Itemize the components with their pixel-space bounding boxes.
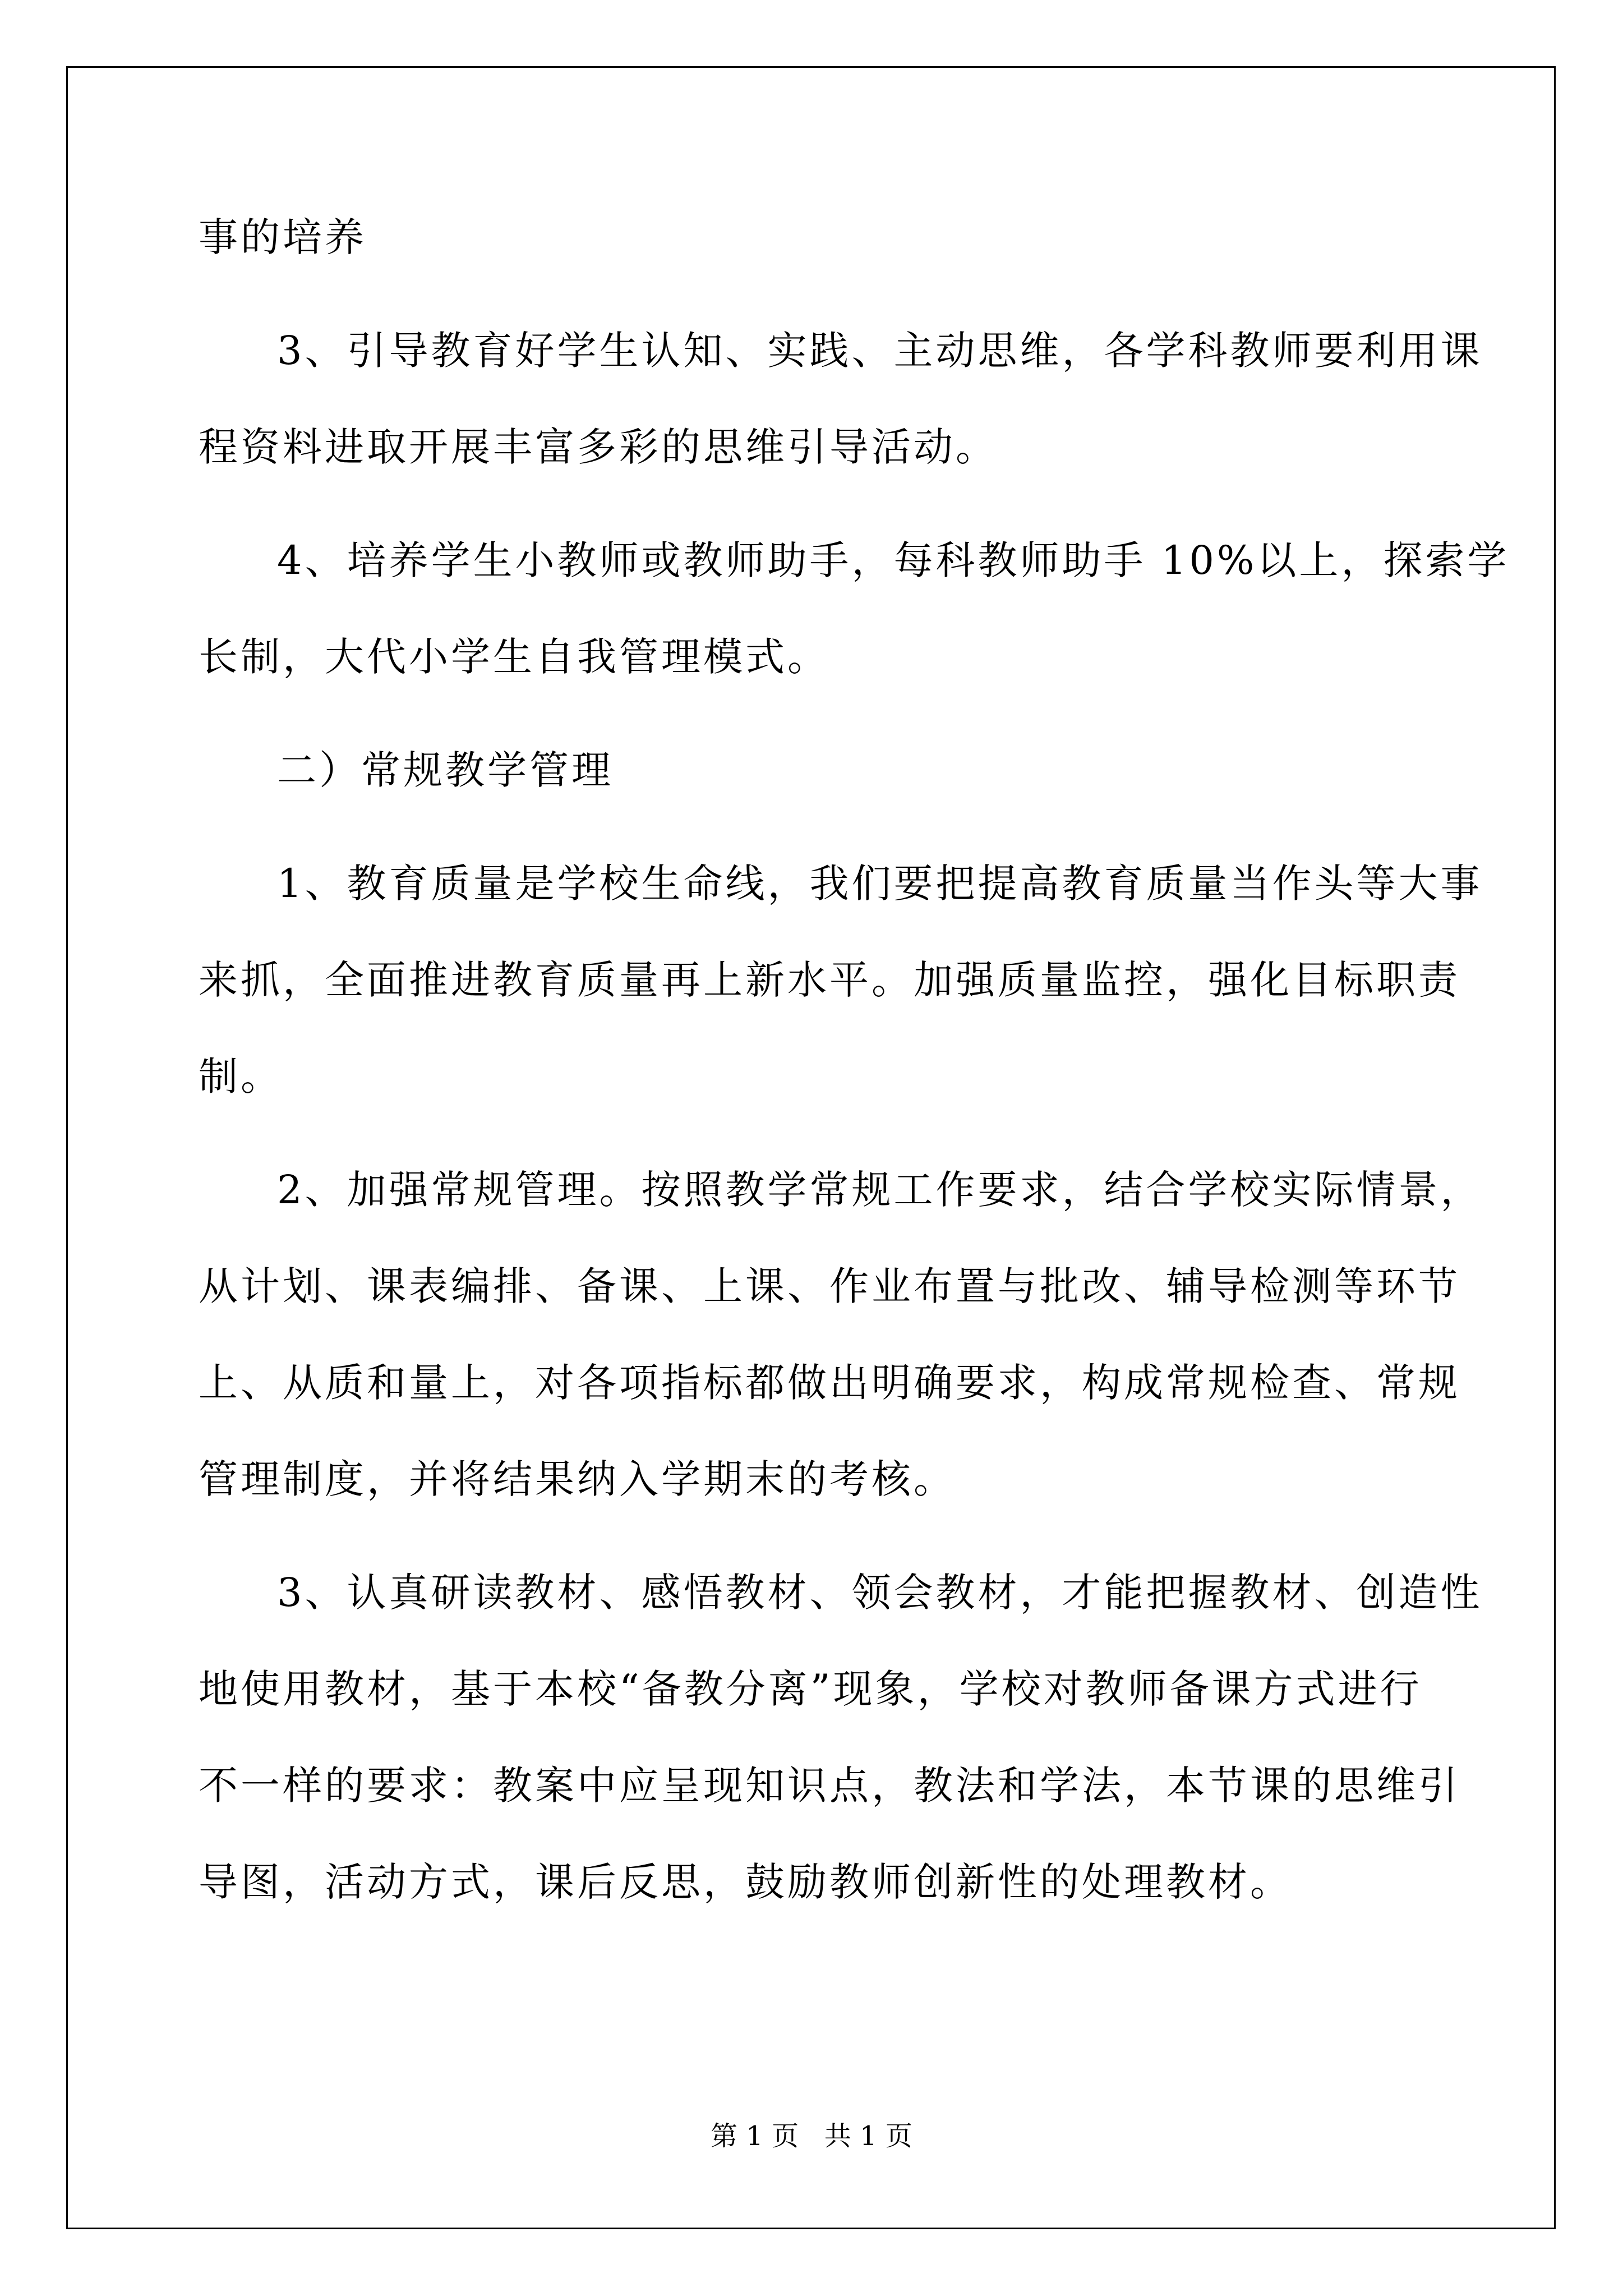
section-heading: 二）常规教学管理 — [277, 747, 614, 793]
text-line: 制。 — [199, 1053, 283, 1099]
text-line: 不一样的要求：教案中应呈现知识点，教法和学法，本节课的思维引 — [199, 1763, 1460, 1809]
text-line: 上、从质和量上，对各项指标都做出明确要求，构成常规检查、常规 — [199, 1360, 1460, 1406]
text-line: 长制，大代小学生自我管理模式。 — [199, 634, 829, 680]
text-line: 地使用教材，基于本校“备教分离”现象，学校对教师备课方式进行 — [199, 1666, 1422, 1712]
text-line: 导图，活动方式，课后反思，鼓励教师创新性的处理教材。 — [199, 1859, 1292, 1905]
text-line: 3、认真研读教材、感悟教材、领会教材，才能把握教材、创造性 — [277, 1570, 1483, 1616]
text-line: 程资料进取开展丰富多彩的思维引导活动。 — [199, 424, 998, 470]
page-number: 第 1 页 共 1 页 — [711, 2120, 912, 2152]
text-line: 事的培养 — [199, 214, 367, 260]
text-line: 管理制度，并将结果纳入学期末的考核。 — [199, 1456, 956, 1502]
text-line: 从计划、课表编排、备课、上课、作业布置与批改、辅导检测等环节 — [199, 1263, 1460, 1309]
document-body — [199, 213, 1510, 1906]
text-line: 2、加强常规管理。按照教学常规工作要求，结合学校实际情景， — [277, 1167, 1483, 1213]
text-line: 来抓，全面推进教育质量再上新水平。加强质量监控，强化目标职责 — [199, 957, 1460, 1003]
text-line: 4、培养学生小教师或教师助手，每科教师助手 10%以上，探索学 — [277, 537, 1510, 583]
text-line: 3、引导教育好学生认知、实践、主动思维，各学科教师要利用课 — [277, 328, 1483, 374]
text-line: 1、教育质量是学校生命线，我们要把提高教育质量当作头等大事 — [277, 861, 1483, 907]
